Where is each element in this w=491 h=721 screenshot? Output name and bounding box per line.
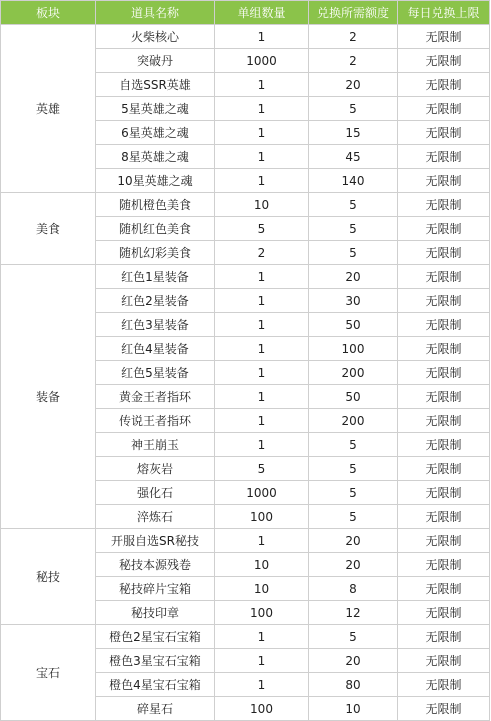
quantity-cell: 100	[215, 697, 309, 721]
item-name-cell: 8星英雄之魂	[96, 145, 215, 169]
cost-cell: 5	[309, 481, 398, 505]
quantity-cell: 1	[215, 409, 309, 433]
header-item-name: 道具名称	[96, 1, 215, 25]
quantity-cell: 2	[215, 241, 309, 265]
cost-cell: 5	[309, 217, 398, 241]
item-name-cell: 秘技本源残卷	[96, 553, 215, 577]
cost-cell: 5	[309, 433, 398, 457]
item-name-cell: 红色2星装备	[96, 289, 215, 313]
daily-limit-cell: 无限制	[398, 361, 490, 385]
cost-cell: 15	[309, 121, 398, 145]
cost-cell: 12	[309, 601, 398, 625]
cost-cell: 10	[309, 697, 398, 721]
quantity-cell: 1	[215, 265, 309, 289]
table-row	[1, 529, 490, 553]
quantity-cell: 5	[215, 217, 309, 241]
item-name-cell: 橙色3星宝石宝箱	[96, 649, 215, 673]
quantity-cell: 1	[215, 361, 309, 385]
quantity-cell: 1	[215, 25, 309, 49]
item-name-cell: 传说王者指环	[96, 409, 215, 433]
item-name-cell: 碎星石	[96, 697, 215, 721]
item-name-cell: 强化石	[96, 481, 215, 505]
quantity-cell: 1	[215, 433, 309, 457]
quantity-cell: 1	[215, 385, 309, 409]
table-row	[1, 193, 490, 217]
quantity-cell: 10	[215, 193, 309, 217]
table-row	[1, 25, 490, 49]
item-name-cell: 突破丹	[96, 49, 215, 73]
daily-limit-cell: 无限制	[398, 649, 490, 673]
item-name-cell: 神王崩玉	[96, 433, 215, 457]
daily-limit-cell: 无限制	[398, 49, 490, 73]
daily-limit-cell: 无限制	[398, 385, 490, 409]
cost-cell: 50	[309, 313, 398, 337]
header-daily-limit: 每日兑换上限	[398, 1, 490, 25]
quantity-cell: 1	[215, 121, 309, 145]
item-name-cell: 6星英雄之魂	[96, 121, 215, 145]
item-name-cell: 随机橙色美食	[96, 193, 215, 217]
cost-cell: 100	[309, 337, 398, 361]
cost-cell: 45	[309, 145, 398, 169]
cost-cell: 200	[309, 409, 398, 433]
quantity-cell: 1	[215, 289, 309, 313]
item-name-cell: 红色3星装备	[96, 313, 215, 337]
quantity-cell: 1	[215, 529, 309, 553]
daily-limit-cell: 无限制	[398, 73, 490, 97]
cost-cell: 20	[309, 553, 398, 577]
item-name-cell: 熔灰岩	[96, 457, 215, 481]
quantity-cell: 1	[215, 673, 309, 697]
table-row	[1, 265, 490, 289]
cost-cell: 20	[309, 73, 398, 97]
item-name-cell: 秘技印章	[96, 601, 215, 625]
header-quantity: 单组数量	[215, 1, 309, 25]
quantity-cell: 1	[215, 625, 309, 649]
cost-cell: 20	[309, 649, 398, 673]
category-cell: 装备	[1, 265, 96, 529]
daily-limit-cell: 无限制	[398, 457, 490, 481]
daily-limit-cell: 无限制	[398, 313, 490, 337]
quantity-cell: 1	[215, 313, 309, 337]
category-cell: 英雄	[1, 25, 96, 193]
cost-cell: 5	[309, 457, 398, 481]
cost-cell: 5	[309, 241, 398, 265]
daily-limit-cell: 无限制	[398, 289, 490, 313]
daily-limit-cell: 无限制	[398, 505, 490, 529]
cost-cell: 5	[309, 97, 398, 121]
item-name-cell: 红色1星装备	[96, 265, 215, 289]
quantity-cell: 1	[215, 169, 309, 193]
item-name-cell: 随机红色美食	[96, 217, 215, 241]
category-cell: 美食	[1, 193, 96, 265]
cost-cell: 80	[309, 673, 398, 697]
daily-limit-cell: 无限制	[398, 625, 490, 649]
item-name-cell: 淬炼石	[96, 505, 215, 529]
item-name-cell: 火柴核心	[96, 25, 215, 49]
quantity-cell: 1000	[215, 49, 309, 73]
daily-limit-cell: 无限制	[398, 409, 490, 433]
item-name-cell: 10星英雄之魂	[96, 169, 215, 193]
cost-cell: 20	[309, 529, 398, 553]
cost-cell: 8	[309, 577, 398, 601]
cost-cell: 5	[309, 505, 398, 529]
quantity-cell: 1	[215, 73, 309, 97]
category-cell: 秘技	[1, 529, 96, 625]
cost-cell: 30	[309, 289, 398, 313]
item-name-cell: 开服自选SR秘技	[96, 529, 215, 553]
quantity-cell: 1000	[215, 481, 309, 505]
daily-limit-cell: 无限制	[398, 337, 490, 361]
table-header	[1, 1, 490, 25]
daily-limit-cell: 无限制	[398, 601, 490, 625]
cost-cell: 2	[309, 49, 398, 73]
table-row	[1, 625, 490, 649]
item-name-cell: 随机幻彩美食	[96, 241, 215, 265]
quantity-cell: 100	[215, 505, 309, 529]
cost-cell: 20	[309, 265, 398, 289]
daily-limit-cell: 无限制	[398, 145, 490, 169]
daily-limit-cell: 无限制	[398, 97, 490, 121]
daily-limit-cell: 无限制	[398, 577, 490, 601]
cost-cell: 50	[309, 385, 398, 409]
daily-limit-cell: 无限制	[398, 169, 490, 193]
item-name-cell: 橙色2星宝石宝箱	[96, 625, 215, 649]
item-name-cell: 秘技碎片宝箱	[96, 577, 215, 601]
daily-limit-cell: 无限制	[398, 265, 490, 289]
header-row	[1, 1, 490, 25]
daily-limit-cell: 无限制	[398, 193, 490, 217]
item-name-cell: 黄金王者指环	[96, 385, 215, 409]
daily-limit-cell: 无限制	[398, 241, 490, 265]
item-name-cell: 橙色4星宝石宝箱	[96, 673, 215, 697]
cost-cell: 5	[309, 193, 398, 217]
cost-cell: 200	[309, 361, 398, 385]
quantity-cell: 10	[215, 577, 309, 601]
daily-limit-cell: 无限制	[398, 481, 490, 505]
header-category: 板块	[1, 1, 96, 25]
daily-limit-cell: 无限制	[398, 433, 490, 457]
daily-limit-cell: 无限制	[398, 217, 490, 241]
header-cost: 兑换所需额度	[309, 1, 398, 25]
daily-limit-cell: 无限制	[398, 529, 490, 553]
daily-limit-cell: 无限制	[398, 25, 490, 49]
quantity-cell: 5	[215, 457, 309, 481]
cost-cell: 140	[309, 169, 398, 193]
daily-limit-cell: 无限制	[398, 121, 490, 145]
category-cell: 宝石	[1, 625, 96, 721]
item-name-cell: 自选SSR英雄	[96, 73, 215, 97]
quantity-cell: 1	[215, 337, 309, 361]
item-name-cell: 红色5星装备	[96, 361, 215, 385]
daily-limit-cell: 无限制	[398, 553, 490, 577]
cost-cell: 2	[309, 25, 398, 49]
quantity-cell: 10	[215, 553, 309, 577]
daily-limit-cell: 无限制	[398, 673, 490, 697]
item-name-cell: 5星英雄之魂	[96, 97, 215, 121]
quantity-cell: 1	[215, 145, 309, 169]
item-name-cell: 红色4星装备	[96, 337, 215, 361]
quantity-cell: 100	[215, 601, 309, 625]
quantity-cell: 1	[215, 97, 309, 121]
cost-cell: 5	[309, 625, 398, 649]
daily-limit-cell: 无限制	[398, 697, 490, 721]
quantity-cell: 1	[215, 649, 309, 673]
table-body	[1, 25, 490, 721]
